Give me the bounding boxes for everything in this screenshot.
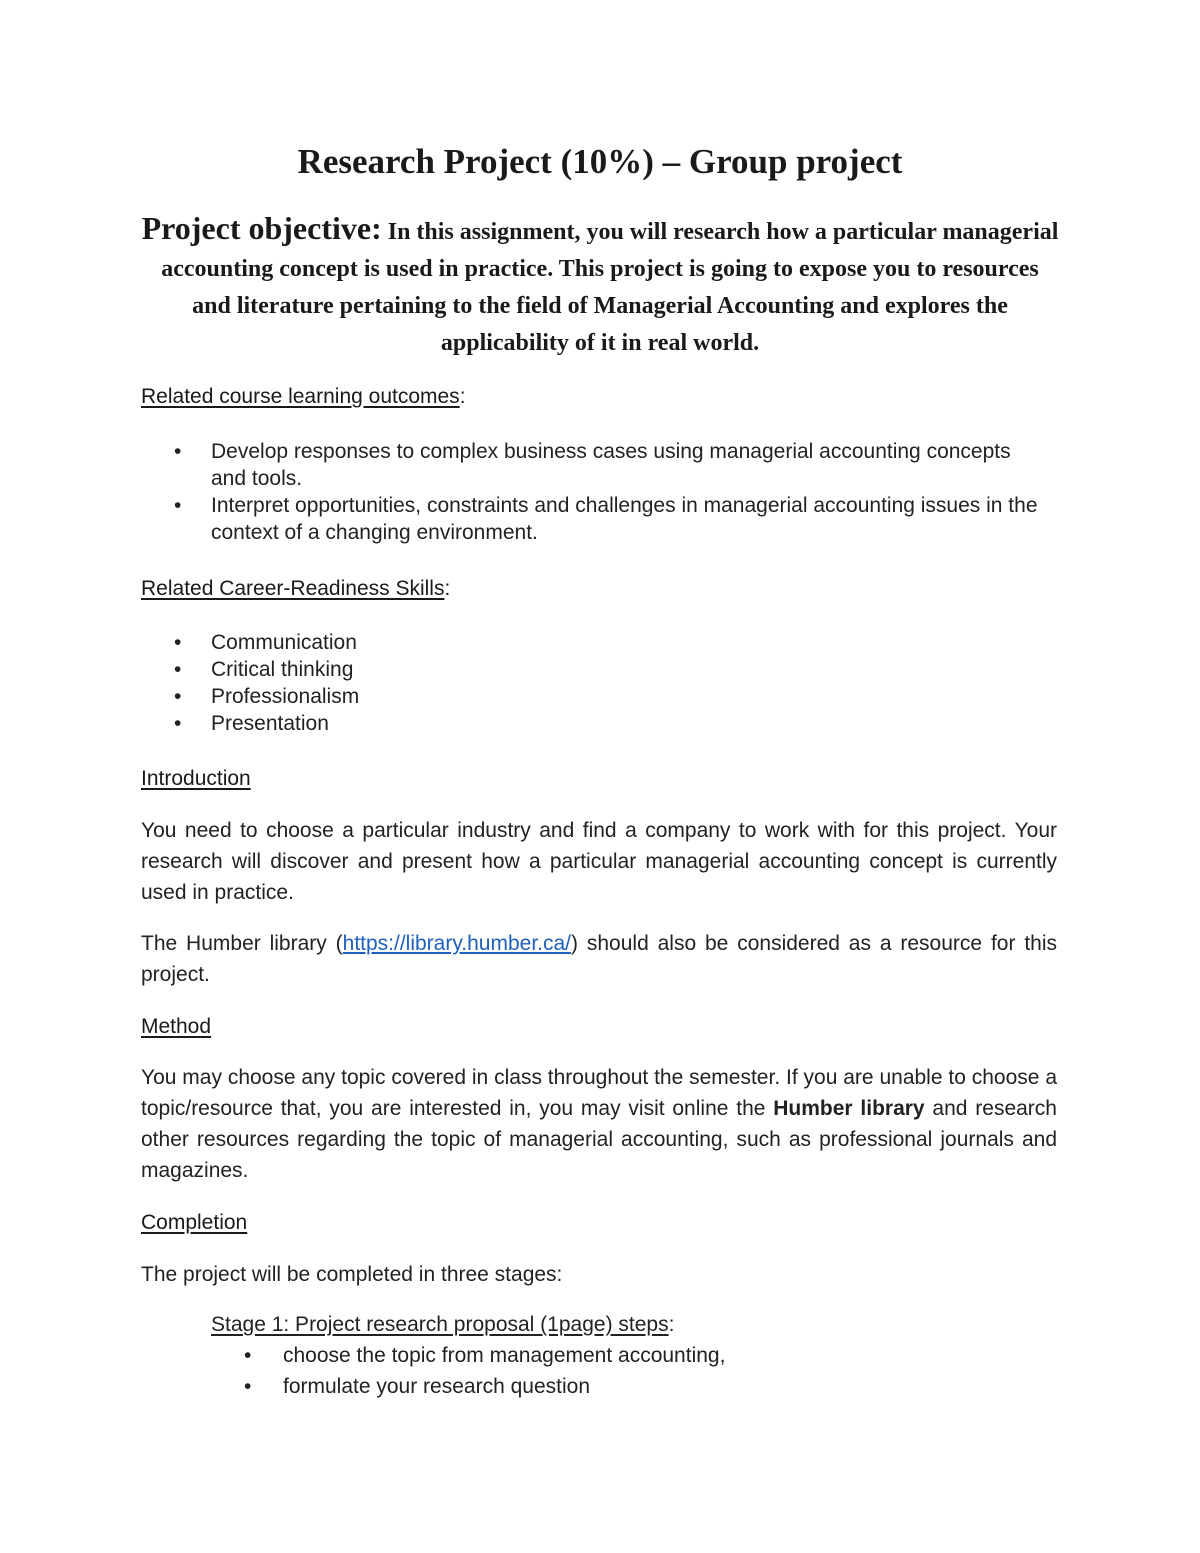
list-item-text: Professionalism <box>211 685 360 708</box>
learning-outcomes-heading-colon: : <box>459 385 466 408</box>
objective-label: Project objective: <box>141 210 382 246</box>
list-item-text: Communication <box>211 631 357 654</box>
introduction-paragraph: You need to choose a particular industry and find a company to work with for this project. Your research will discover and present how a particular managerial accounting concept is currently used in practice. <box>141 819 1057 904</box>
page-title: Research Project (10%) – Group project <box>297 142 903 181</box>
learning-outcomes-heading-text: Related course learning outcomes <box>141 385 460 408</box>
list-item <box>211 1371 1031 1402</box>
completion-heading <box>141 1209 247 1237</box>
career-skills-list <box>141 629 1041 737</box>
bullet-icon: • <box>174 658 182 681</box>
completion-heading-text: Completion <box>141 1211 248 1234</box>
list-item-text: choose the topic from management accounting, <box>283 1344 726 1367</box>
career-skills-heading-colon: : <box>444 577 451 600</box>
method-paragraph <box>141 1062 1057 1186</box>
stage-1-title <box>211 1309 674 1340</box>
bullet-icon: • <box>174 712 182 735</box>
library-paragraph <box>141 928 1057 990</box>
career-skills-heading-text: Related Career-Readiness Skills <box>141 577 445 600</box>
bullet-icon: • <box>174 494 182 517</box>
list-item <box>141 683 1041 710</box>
list-item-text: formulate your research question <box>283 1375 590 1398</box>
list-item-text: Interpret opportunities, constraints and challenges in managerial accounting issues in the context of a changing environment. <box>211 494 1038 544</box>
project-objective <box>140 210 1060 362</box>
bullet-icon: • <box>174 631 182 654</box>
list-item <box>141 438 1041 492</box>
stage-1-title-colon: : <box>668 1313 675 1336</box>
list-item-text: Presentation <box>211 712 329 735</box>
learning-outcomes-list <box>141 438 1041 546</box>
method-text-end: and research other resources regarding the topic of managerial accounting, such as professional journals and magazines. <box>141 1097 1057 1182</box>
stage-1-steps <box>211 1340 1031 1402</box>
bullet-icon: • <box>244 1344 252 1367</box>
method-heading-text: Method <box>141 1015 212 1038</box>
career-skills-heading <box>141 575 450 603</box>
bullet-icon: • <box>174 440 182 463</box>
stage-1-title-text: Stage 1: Project research proposal (1page) steps <box>211 1313 669 1336</box>
list-item <box>141 710 1041 737</box>
completion-intro: The project will be completed in three stages: <box>141 1263 563 1286</box>
introduction-heading-text: Introduction <box>141 767 251 790</box>
introduction-heading <box>141 765 251 793</box>
library-paragraph-end: ) should also be considered as a resource for this project. <box>141 932 1057 986</box>
list-item <box>141 629 1041 656</box>
objective-text: In this assignment, you will research how a particular managerial accounting concept is used in practice. This project is going to expose you to resources and literature pertaining to the field of Managerial Accounting and explores the applicability of it in real world. <box>161 219 1059 356</box>
list-item-text: Critical thinking <box>211 658 354 681</box>
library-paragraph-start: The Humber library ( <box>141 932 343 955</box>
bullet-icon: • <box>174 685 182 708</box>
learning-outcomes-heading <box>141 383 466 411</box>
list-item-text: Develop responses to complex business cases using managerial accounting concepts and tools. <box>211 440 1011 490</box>
humber-library-bold: Humber library <box>773 1097 925 1120</box>
humber-library-link[interactable]: https://library.humber.ca/ <box>342 932 572 955</box>
method-heading <box>141 1013 211 1041</box>
list-item <box>211 1340 1031 1371</box>
method-text-start: You may choose any topic covered in class throughout the semester. If you are unable to choose a topic/resource that, you are interested in, you may visit online the <box>141 1066 1057 1120</box>
bullet-icon: • <box>244 1375 252 1398</box>
list-item <box>141 656 1041 683</box>
list-item <box>141 492 1041 546</box>
